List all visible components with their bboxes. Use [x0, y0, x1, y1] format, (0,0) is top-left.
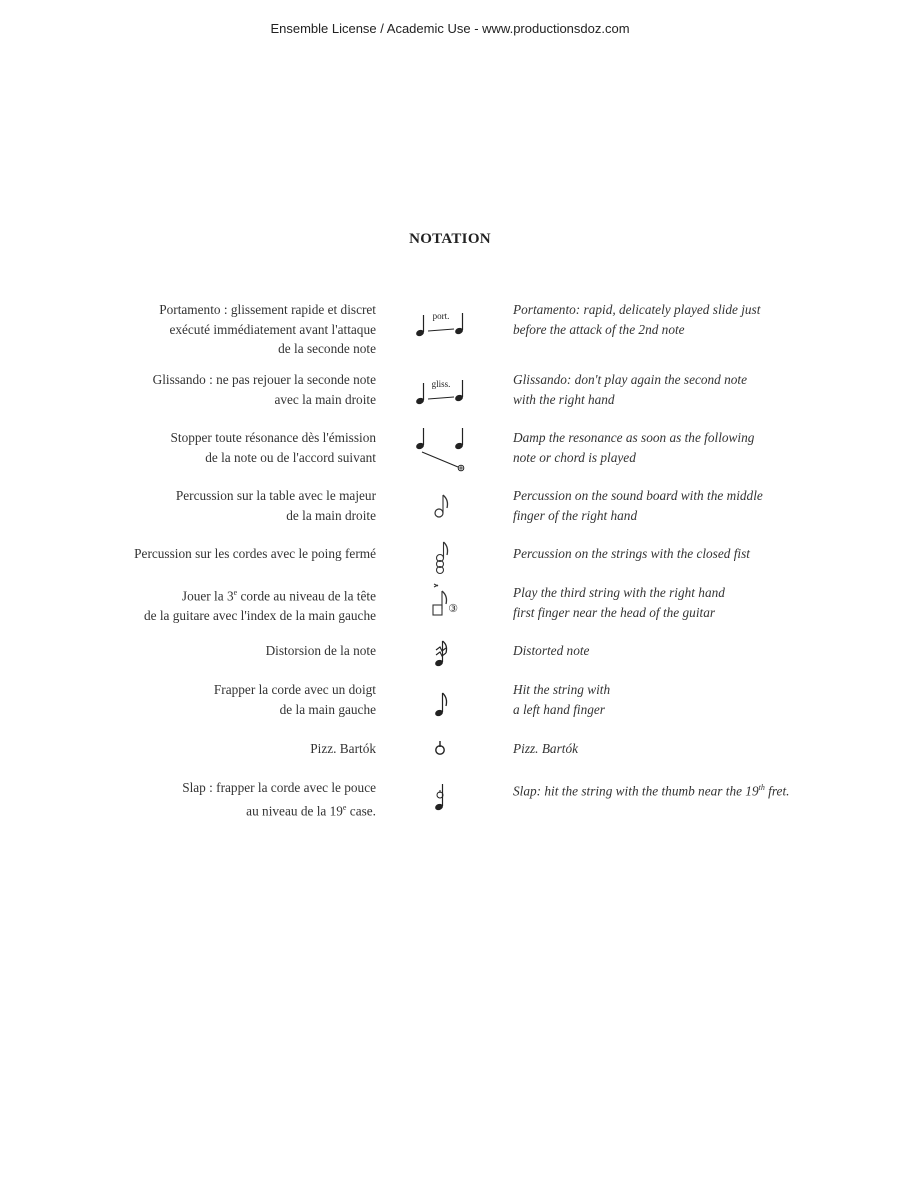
french-description: Percussion sur la table avec le majeur de la main droite — [175, 488, 376, 523]
english-description: Distorted note — [513, 643, 590, 658]
french-description: Portamento : glissement rapide et discret exécuté immédiatement avant l'attaque de la seconde note — [159, 302, 376, 356]
english-description: Glissando: don't play again the second note with the right hand — [513, 372, 748, 407]
english-description: Hit the string with a left hand finger — [513, 682, 611, 717]
french-description: Glissando : ne pas rejouer la seconde note avec la main droite — [152, 372, 376, 407]
distorted-note-symbol-icon — [400, 633, 480, 673]
english-description: Percussion on the sound board with the middle finger of the right hand — [513, 488, 763, 523]
glissando-symbol-icon — [400, 370, 480, 410]
page-title: NOTATION — [409, 231, 491, 247]
french-description: Slap : frapper la corde avec le pouce au niveau de la 19e case. — [182, 780, 376, 818]
svg-text:port.: port. — [432, 311, 450, 321]
english-description: Damp the resonance as soon as the following note or chord is played — [513, 430, 755, 465]
string-percussion-symbol-icon — [400, 536, 480, 576]
bartok-pizz-symbol-icon — [400, 739, 480, 761]
damp-resonance-symbol-icon — [400, 424, 480, 474]
left-hand-hit-symbol-icon — [400, 684, 480, 724]
french-description: Jouer la 3e corde au niveau de la tête de la guitare avec l'index de la main gauche — [143, 588, 376, 623]
french-description: Distorsion de la note — [265, 643, 376, 658]
svg-text:gliss.: gliss. — [431, 379, 451, 389]
svg-text:③: ③ — [448, 602, 458, 615]
soundboard-percussion-symbol-icon — [400, 486, 480, 526]
french-description: Percussion sur les cordes avec le poing fermé — [134, 546, 376, 561]
slap-symbol-icon — [400, 778, 480, 818]
english-description: Slap: hit the string with the thumb near the 19th fret. — [513, 783, 790, 799]
english-description: Percussion on the strings with the closed fist — [513, 546, 750, 561]
english-description: Portamento: rapid, delicately played slide just before the attack of the 2nd note — [513, 302, 761, 337]
english-description: Pizz. Bartók — [513, 741, 579, 756]
portamento-symbol-icon — [400, 302, 480, 342]
english-description: Play the third string with the right hand first finger near the head of the guitar — [513, 585, 725, 620]
french-description: Frapper la corde avec un doigt de la main gauche — [213, 682, 376, 717]
french-description: Pizz. Bartók — [310, 741, 376, 756]
french-description: Stopper toute résonance dès l'émission de la note ou de l'accord suivant — [170, 430, 376, 465]
third-string-head-symbol-icon — [400, 579, 480, 625]
page-header: Ensemble License / Academic Use - www.productionsdoz.com — [270, 21, 630, 36]
